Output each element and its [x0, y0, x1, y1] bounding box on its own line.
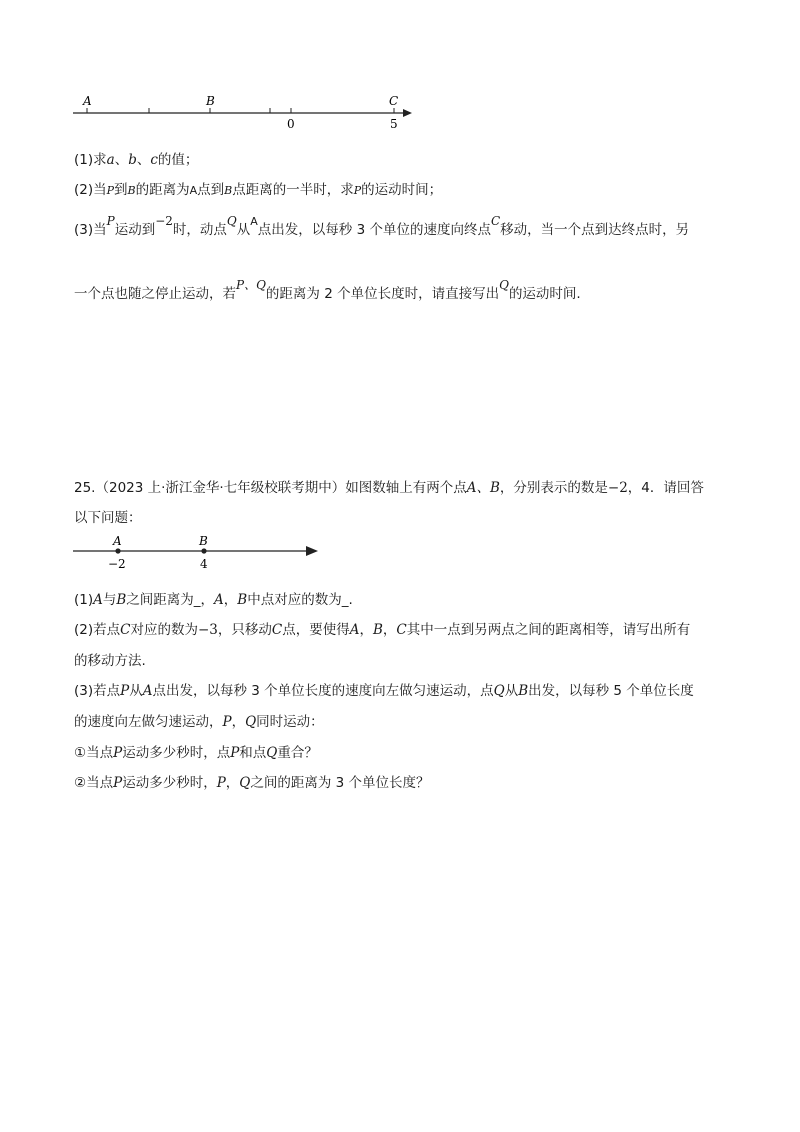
q25-subquestion-2: ②当点P运动多少秒时，P，Q之间的距离为 3 个单位长度？	[74, 775, 430, 791]
q25-part2-line1: (2)若点C对应的数为−3，只移动C点，要使得A，B，C其中一点到另两点之间的距离相等，请写出所有	[74, 622, 691, 638]
q25-header-line2: 以下问题：	[74, 510, 142, 526]
q25-part1: (1)A与B之间距离为_，A，B中点对应的数为_.	[74, 592, 353, 608]
q24-part1: (1)求a、b、c的值；	[74, 152, 199, 168]
point-label-b: B	[206, 94, 215, 108]
number-line-1	[70, 92, 420, 132]
q24-part3-line1: (3)当P运动到−2时，动点Q从$^A$点出发，以每秒 3 个单位的速度向终点C移动，当一个点到达终点时，另	[74, 214, 690, 238]
point-label-a: A	[113, 534, 122, 548]
question-source: （2023 上·浙江金华·七年级校联考期中）	[95, 480, 346, 496]
q25-part2-line2: 的移动方法.	[74, 653, 146, 669]
point-label-c: C	[389, 94, 399, 108]
q25-subquestion-1: ①当点P运动多少秒时，点P和点Q重合？	[74, 745, 318, 761]
q24-part2: (2)当P到B的距离为A点到B点距离的一半时，求P的运动时间；	[74, 182, 443, 198]
q24-part3-line2: 一个点也随之停止运动，若P、Q的距离为 2 个单位长度时，请直接写出Q的运动时间.	[74, 278, 581, 302]
tick-label-b: 4	[200, 557, 208, 571]
point-label-a: A	[83, 94, 92, 108]
q25-header: 25.（2023 上·浙江金华·七年级校联考期中）如图数轴上有两个点A、B，分别表示的数是−2，4．请回答	[74, 480, 704, 496]
tick-label-five: 5	[390, 117, 398, 131]
q25-part3-line2: 的速度向左做匀速运动，P，Q同时运动：	[74, 714, 324, 730]
number-line-2	[70, 532, 330, 576]
point-label-b: B	[199, 534, 208, 548]
tick-label-zero: 0	[287, 117, 295, 131]
tick-label-a: −2	[108, 557, 126, 571]
question-number: 25.	[74, 480, 96, 496]
q25-part3-line1: (3)若点P从A点出发，以每秒 3 个单位长度的速度向左做匀速运动，点Q从B出发，以每秒 5 个单位长度	[74, 683, 694, 699]
